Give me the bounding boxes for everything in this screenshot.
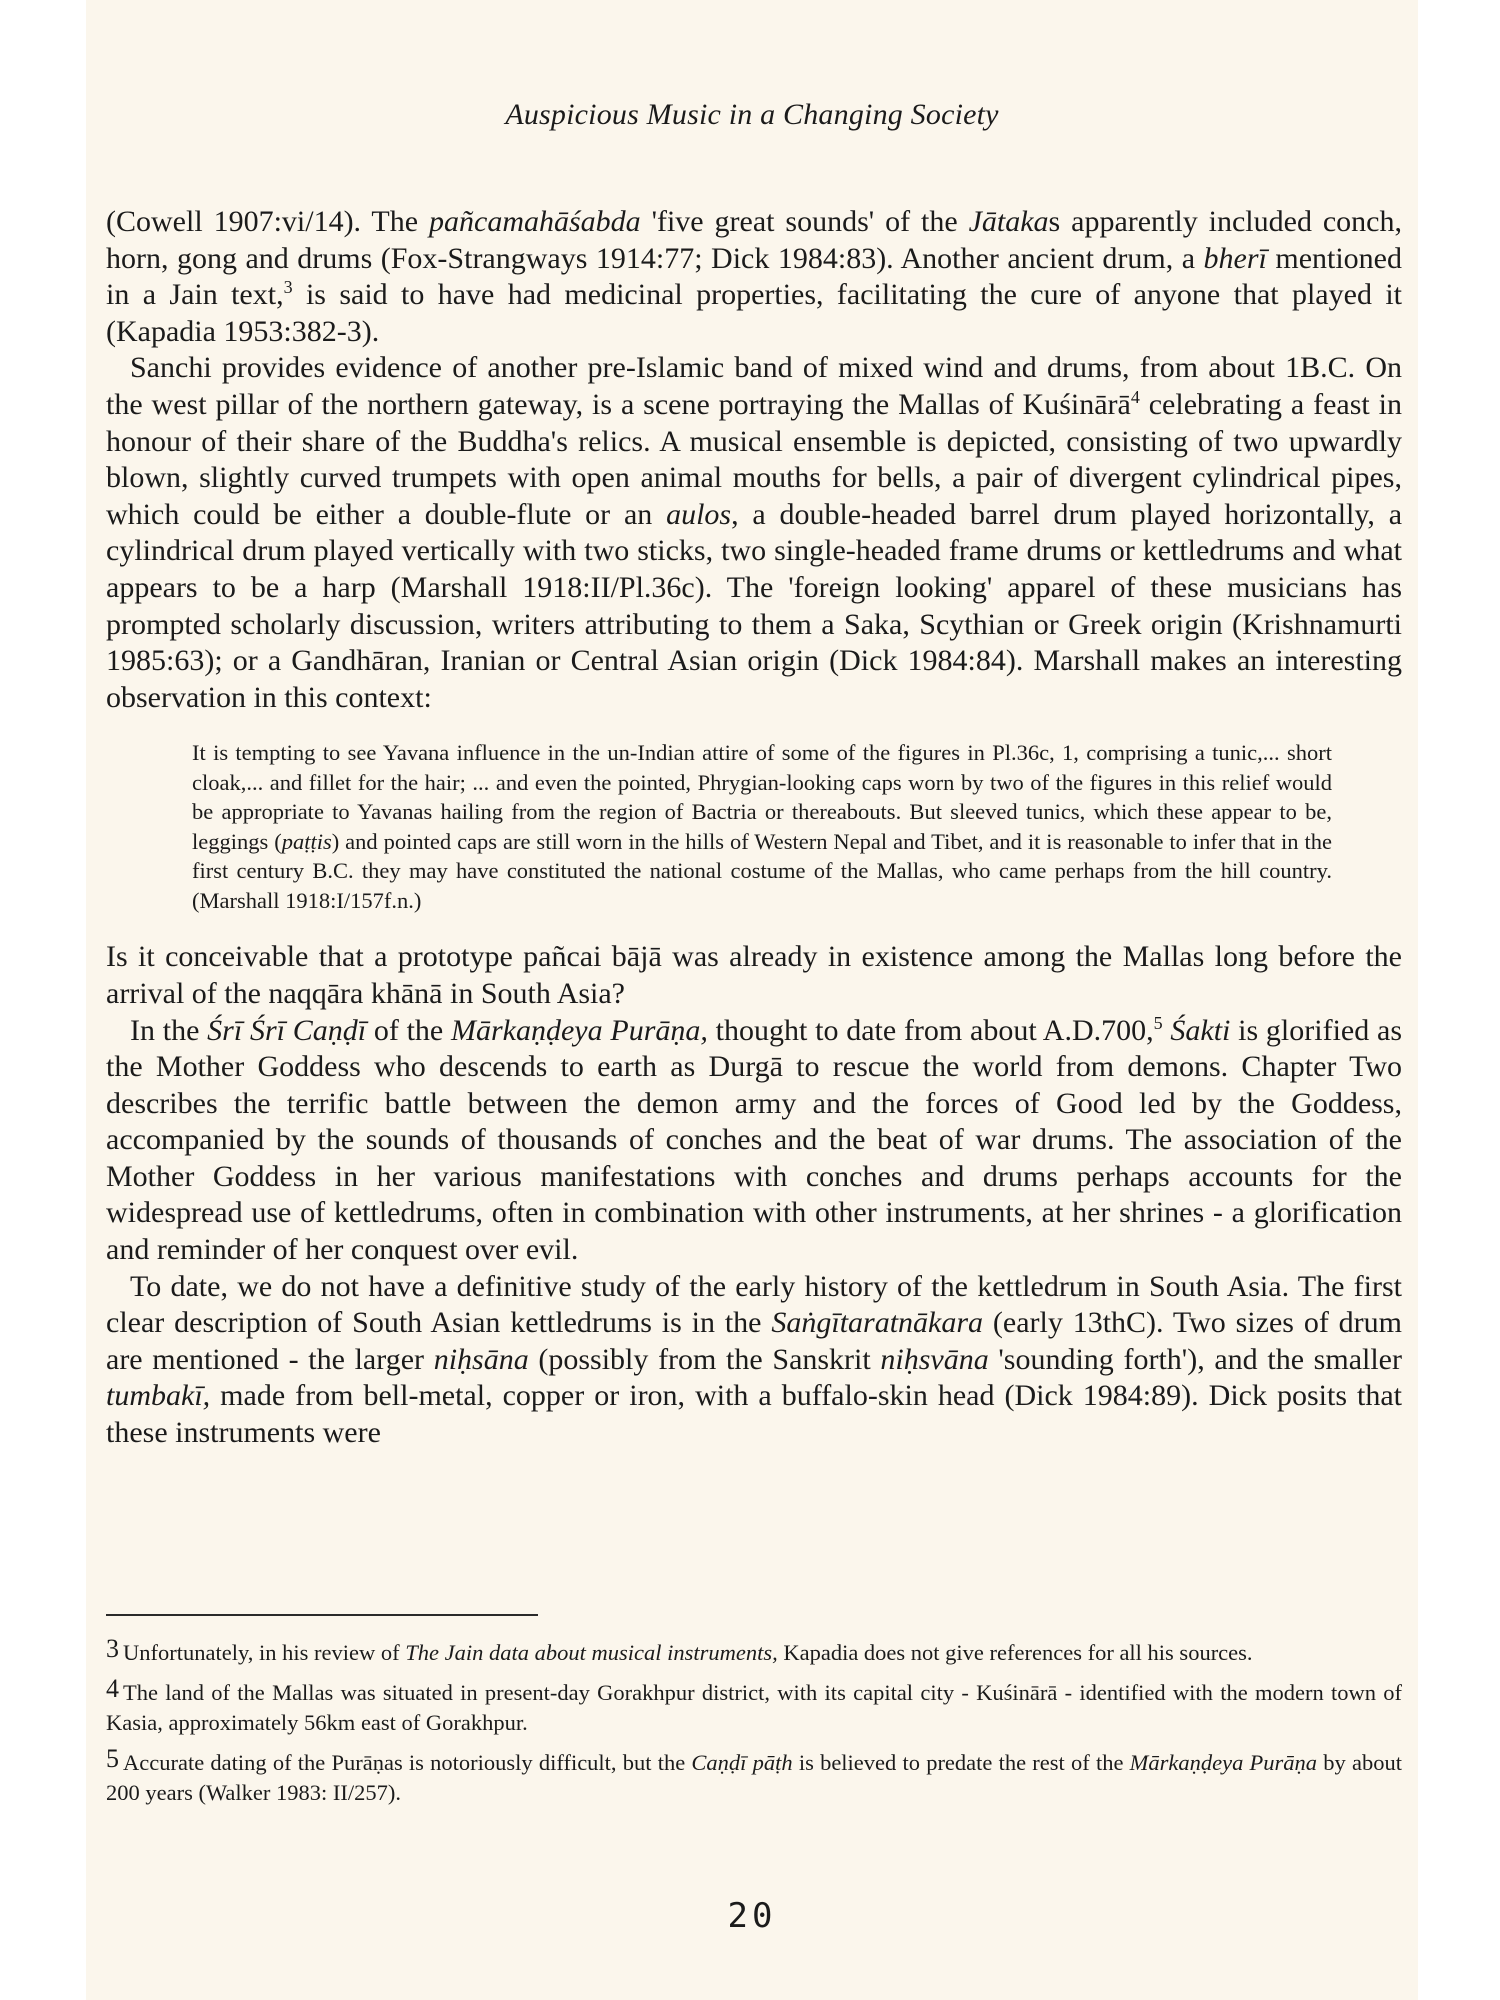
term-nihsvana: niḥsvāna [880, 1342, 989, 1376]
text-run: of the [366, 1013, 452, 1047]
text-run: In the [130, 1013, 208, 1047]
paragraph-3: Is it conceivable that a prototype pañcai bājā was already in existence among the Mallas long before the arrival of the naqqāra khānā in South Asia? [106, 940, 1402, 1010]
text-run: by about 200 years (Walker 1983: II/257). [106, 1750, 1402, 1805]
title-markandeya-purana: Mārkaṇḍeya Purāṇa [1129, 1750, 1318, 1775]
title-sri-sri-candi: Śrī Śrī Caṇḍī [207, 1013, 367, 1047]
term-sakti: Śakti [1170, 1013, 1231, 1047]
term-pancamahasabda: pañcamahāśabda [429, 205, 641, 238]
page [86, 0, 1418, 2000]
text-run: It is tempting to see Yavana influence in the un-Indian attire of some of the figures in Pl.36c, 1, comprising a tunic,... short cloak,... and fillet for the hair; ... and even the pointed, Phrygian-looking caps worn by two of the figures in this relief would be appropriate to Yavanas hailing from the region of Bactria or thereabouts. But sleeved tunics, which these appear to be, leggings ( [192, 740, 1332, 854]
footnote-number: 3 [106, 1634, 119, 1663]
footnote-ref-5[interactable]: 5 [1153, 1012, 1163, 1033]
paragraph-4 [106, 1013, 1402, 1269]
text-run: (early 13thC). Two sizes of drum are mentioned - the larger [106, 1306, 1402, 1376]
text-run: s apparently included conch, horn, gong and drums (Fox-Strangways 1914:77; Dick 1984:83). Another ancient drum, a [106, 205, 1402, 275]
title-markandeya-purana: Mārkaṇḍeya Purāṇa, [451, 1013, 708, 1047]
text-run: 'sounding forth'), and the smaller [988, 1342, 1402, 1376]
term-nihsana: niḥsāna [433, 1342, 529, 1376]
page-number: 20 [727, 1896, 777, 1936]
title-sangitaratnakara: Saṅgītaratnākara [771, 1306, 984, 1340]
text-run: Unfortunately, in his review of [123, 1640, 406, 1665]
title-candi-path: Caṇḍī pāṭh [691, 1750, 793, 1775]
text-run: (Cowell 1907:vi/14). The [106, 205, 429, 238]
paragraph-2 [106, 350, 1402, 716]
text-run: made from bell-metal, copper or iron, with a buffalo-skin head (Dick 1984:89). Dick posits that these instruments were [106, 1379, 1402, 1450]
running-head: Auspicious Music in a Changing Society [505, 98, 999, 131]
text-run: thought to date from about A.D.700, [707, 1013, 1154, 1047]
footnote-4 [106, 1674, 1402, 1738]
text-run: is glorified as the Mother Goddess who descends to earth as Durgā to rescue the world from demons. Chapter Two describes the terrific battle between the demon army and the forces of Good led by the Goddess, accompanied by the sounds of thousands of conches and the beat of war drums. The association of the Mother Goddess in her various manifestations with conches and drums perhaps accounts for the widespread use of kettledrums, often in combination with other instruments, at her shrines - a glorification and reminder of her conquest over evil. [106, 1013, 1402, 1267]
paragraph-1 [106, 204, 1402, 350]
body-text [106, 204, 1402, 1452]
text-run: , a double-headed barrel drum played horizontally, a cylindrical drum played vertically with two sticks, two single-headed frame drums or kettledrums and what appears to be a harp (Marshall 1918:II/Pl.36c). The 'foreign looking' apparel of these musicians has prompted scholarly discussion, writers attributing to them a Saka, Scythian or Greek origin (Krishnamurti 1985:63); or a Gandhāran, Iranian or Central Asian origin (Dick 1984:84). Marshall makes an interesting observation in this context: [106, 497, 1403, 714]
term-jataka: Jātaka [968, 205, 1049, 238]
footnote-ref-4[interactable]: 4 [1130, 386, 1140, 407]
term-bheri: bherī [1203, 241, 1267, 275]
text-run: Accurate dating of the Purāṇas is notoriously difficult, but the [123, 1750, 692, 1775]
text-run: is said to have had medicinal properties, facilitating the cure of anyone that played it (Kapadia 1953:382-3). [106, 278, 1402, 348]
text-run: mentioned in a Jain text, [106, 241, 1402, 312]
term-aulos: aulos [666, 497, 732, 531]
footnote-number: 5 [106, 1744, 119, 1773]
text-run: is believed to predate the rest of the [792, 1750, 1130, 1775]
footnotes [106, 1634, 1402, 1814]
block-quote [192, 738, 1332, 915]
text-run: The land of the Mallas was situated in present-day Gorakhpur district, with its capital city - Kuśinārā - identified with the modern town of Kasia, approximately 56km east of Gorakhpur. [106, 1680, 1402, 1735]
text-run: (possibly from the Sanskrit [528, 1342, 881, 1376]
text-run: 'five great sounds' of the [640, 205, 969, 238]
text-run: Kapadia does not give references for all his sources. [777, 1640, 1253, 1665]
footnote-5 [106, 1744, 1402, 1808]
text-run: Sanchi provides evidence of another pre-Islamic band of mixed wind and drums, from about 1B.C. On the west pillar of the northern gateway, is a scene portraying the Mallas of Kuśinārā [106, 351, 1402, 421]
text-run: celebrating a feast in honour of their share of the Buddha's relics. A musical ensemble is depicted, consisting of two upwardly blown, slightly curved trumpets with open animal mouths for bells, a pair of divergent cylindrical pipes, which could be either a double-flute or an [106, 387, 1402, 531]
footnote-ref-3[interactable]: 3 [283, 277, 293, 298]
footnote-number: 4 [106, 1674, 119, 1703]
text-run: To date, we do not have a definitive study of the early history of the kettledrum in South Asia. The first clear description of South Asian kettledrums is in the [106, 1269, 1402, 1340]
title-jain-data: The Jain data about musical instruments, [405, 1640, 778, 1665]
footnote-divider [106, 1614, 538, 1616]
paragraph-5 [106, 1269, 1402, 1452]
term-tumbaki: tumbakī, [106, 1379, 211, 1413]
footnote-3 [106, 1634, 1402, 1668]
term-pattis: paṭṭis [281, 828, 332, 854]
text-run: ) and pointed caps are still worn in the hills of Western Nepal and Tibet, and it is reasonable to infer that in the first century B.C. they may have constituted the national costume of the Mallas, who came perhaps from the hill country. (Marshall 1918:I/157f.n.) [192, 828, 1332, 913]
